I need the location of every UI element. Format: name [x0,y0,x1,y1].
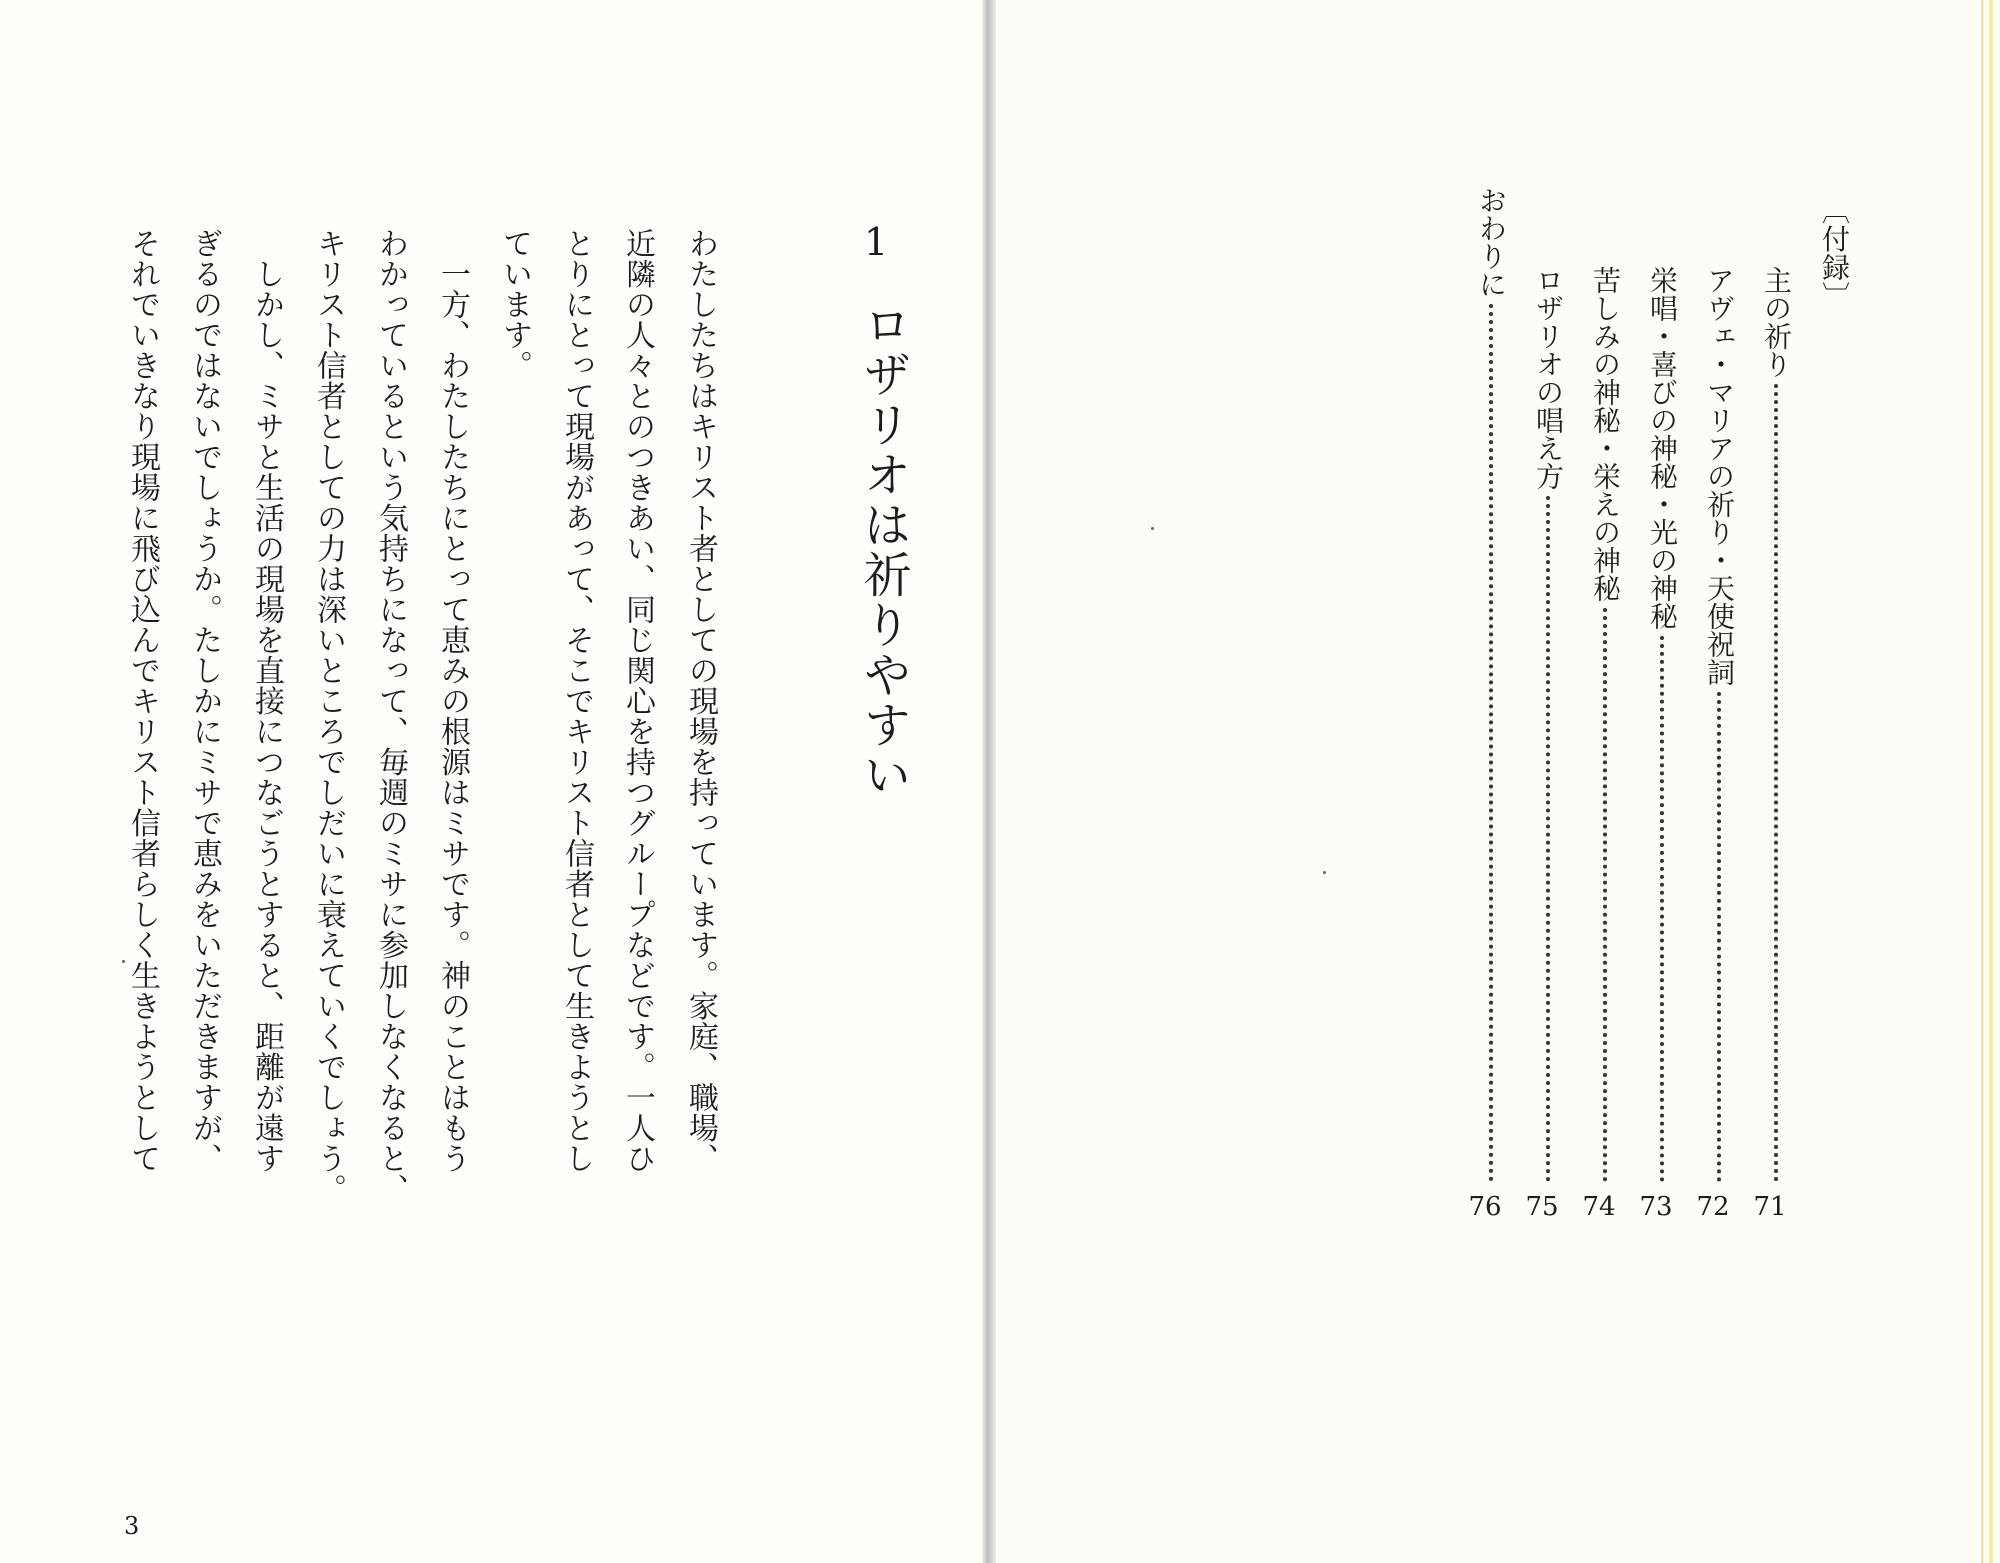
chapter-title: ロザリオは祈りやすい [855,300,911,800]
body-line-9: ぎるのではないでしょうか。たしかにミサで恵みをいただきますが、 [187,228,222,1174]
toc-entry-page: 73 [1639,1192,1673,1222]
body-line-2: 近隣の人々とのつきあい、同じ関心を持つグループなどです。一人ひ [620,228,655,1174]
body-line-4: ています。 [497,228,532,381]
toc-entry-3[interactable] [1642,266,1682,1188]
toc-leader-dots [1546,496,1550,1182]
paper-speck [1323,871,1326,874]
body-line-5: 一方、わたしたちにとって恵みの根源はミサです。神のことはもう [435,228,470,1174]
body-line-8: しかし、ミサと生活の現場を直接につなごうとすると、距離が遠す [249,228,284,1174]
toc-leader-dots [1660,636,1664,1182]
toc-entry-2[interactable] [1699,266,1739,1188]
toc-entry-6[interactable] [1471,186,1511,1188]
toc-leader-dots [1717,692,1721,1182]
toc-entry-1[interactable] [1756,266,1796,1188]
toc-leader-dots [1603,608,1607,1182]
body-line-3: とりにとって現場があって、そこでキリスト信者として生きようとし [559,228,594,1174]
toc-entry-page: 76 [1468,1192,1502,1222]
toc-leader-dots [1489,304,1493,1182]
body-line-10: それでいきなり現場に飛び込んでキリスト信者らしく生きようとして [125,228,160,1174]
toc-entry-title: アヴェ・マリアの祈り・天使祝詞 [1703,266,1736,686]
toc-entry-title: 苦しみの神秘・栄えの神秘 [1589,266,1622,602]
book-gutter [982,0,996,1563]
toc-entry-page: 71 [1753,1192,1787,1222]
paper-speck [1151,527,1154,530]
appendix-label: 〔付録〕 [1818,196,1851,310]
toc-entry-4[interactable] [1585,266,1625,1188]
toc-entry-title: ロザリオの唱え方 [1532,266,1565,490]
right-page [996,0,2000,1563]
page-number: 3 [124,1512,140,1540]
left-page [0,0,990,1563]
toc-entry-title: おわりに [1475,186,1508,298]
paper-speck [122,960,125,963]
body-line-6: わかっているという気持ちになって、毎週のミサに参加しなくなると、 [373,228,408,1204]
toc-entry-page: 75 [1525,1192,1559,1222]
body-line-7: キリスト信者としての力は深いところでしだいに衰えていくでしょう。 [311,228,346,1204]
toc-leader-dots [1774,384,1778,1182]
toc-entry-page: 74 [1582,1192,1616,1222]
toc-entry-5[interactable] [1528,266,1568,1188]
toc-entry-title: 主の祈り [1760,266,1793,378]
toc-entry-title: 栄唱・喜びの神秘・光の神秘 [1646,266,1679,630]
page-edge [1976,0,2000,1563]
body-line-1: わたしたちはキリスト者としての現場を持っています。家庭、職場、 [683,228,718,1174]
chapter-number: 1 [864,220,889,264]
toc-entry-page: 72 [1696,1192,1730,1222]
